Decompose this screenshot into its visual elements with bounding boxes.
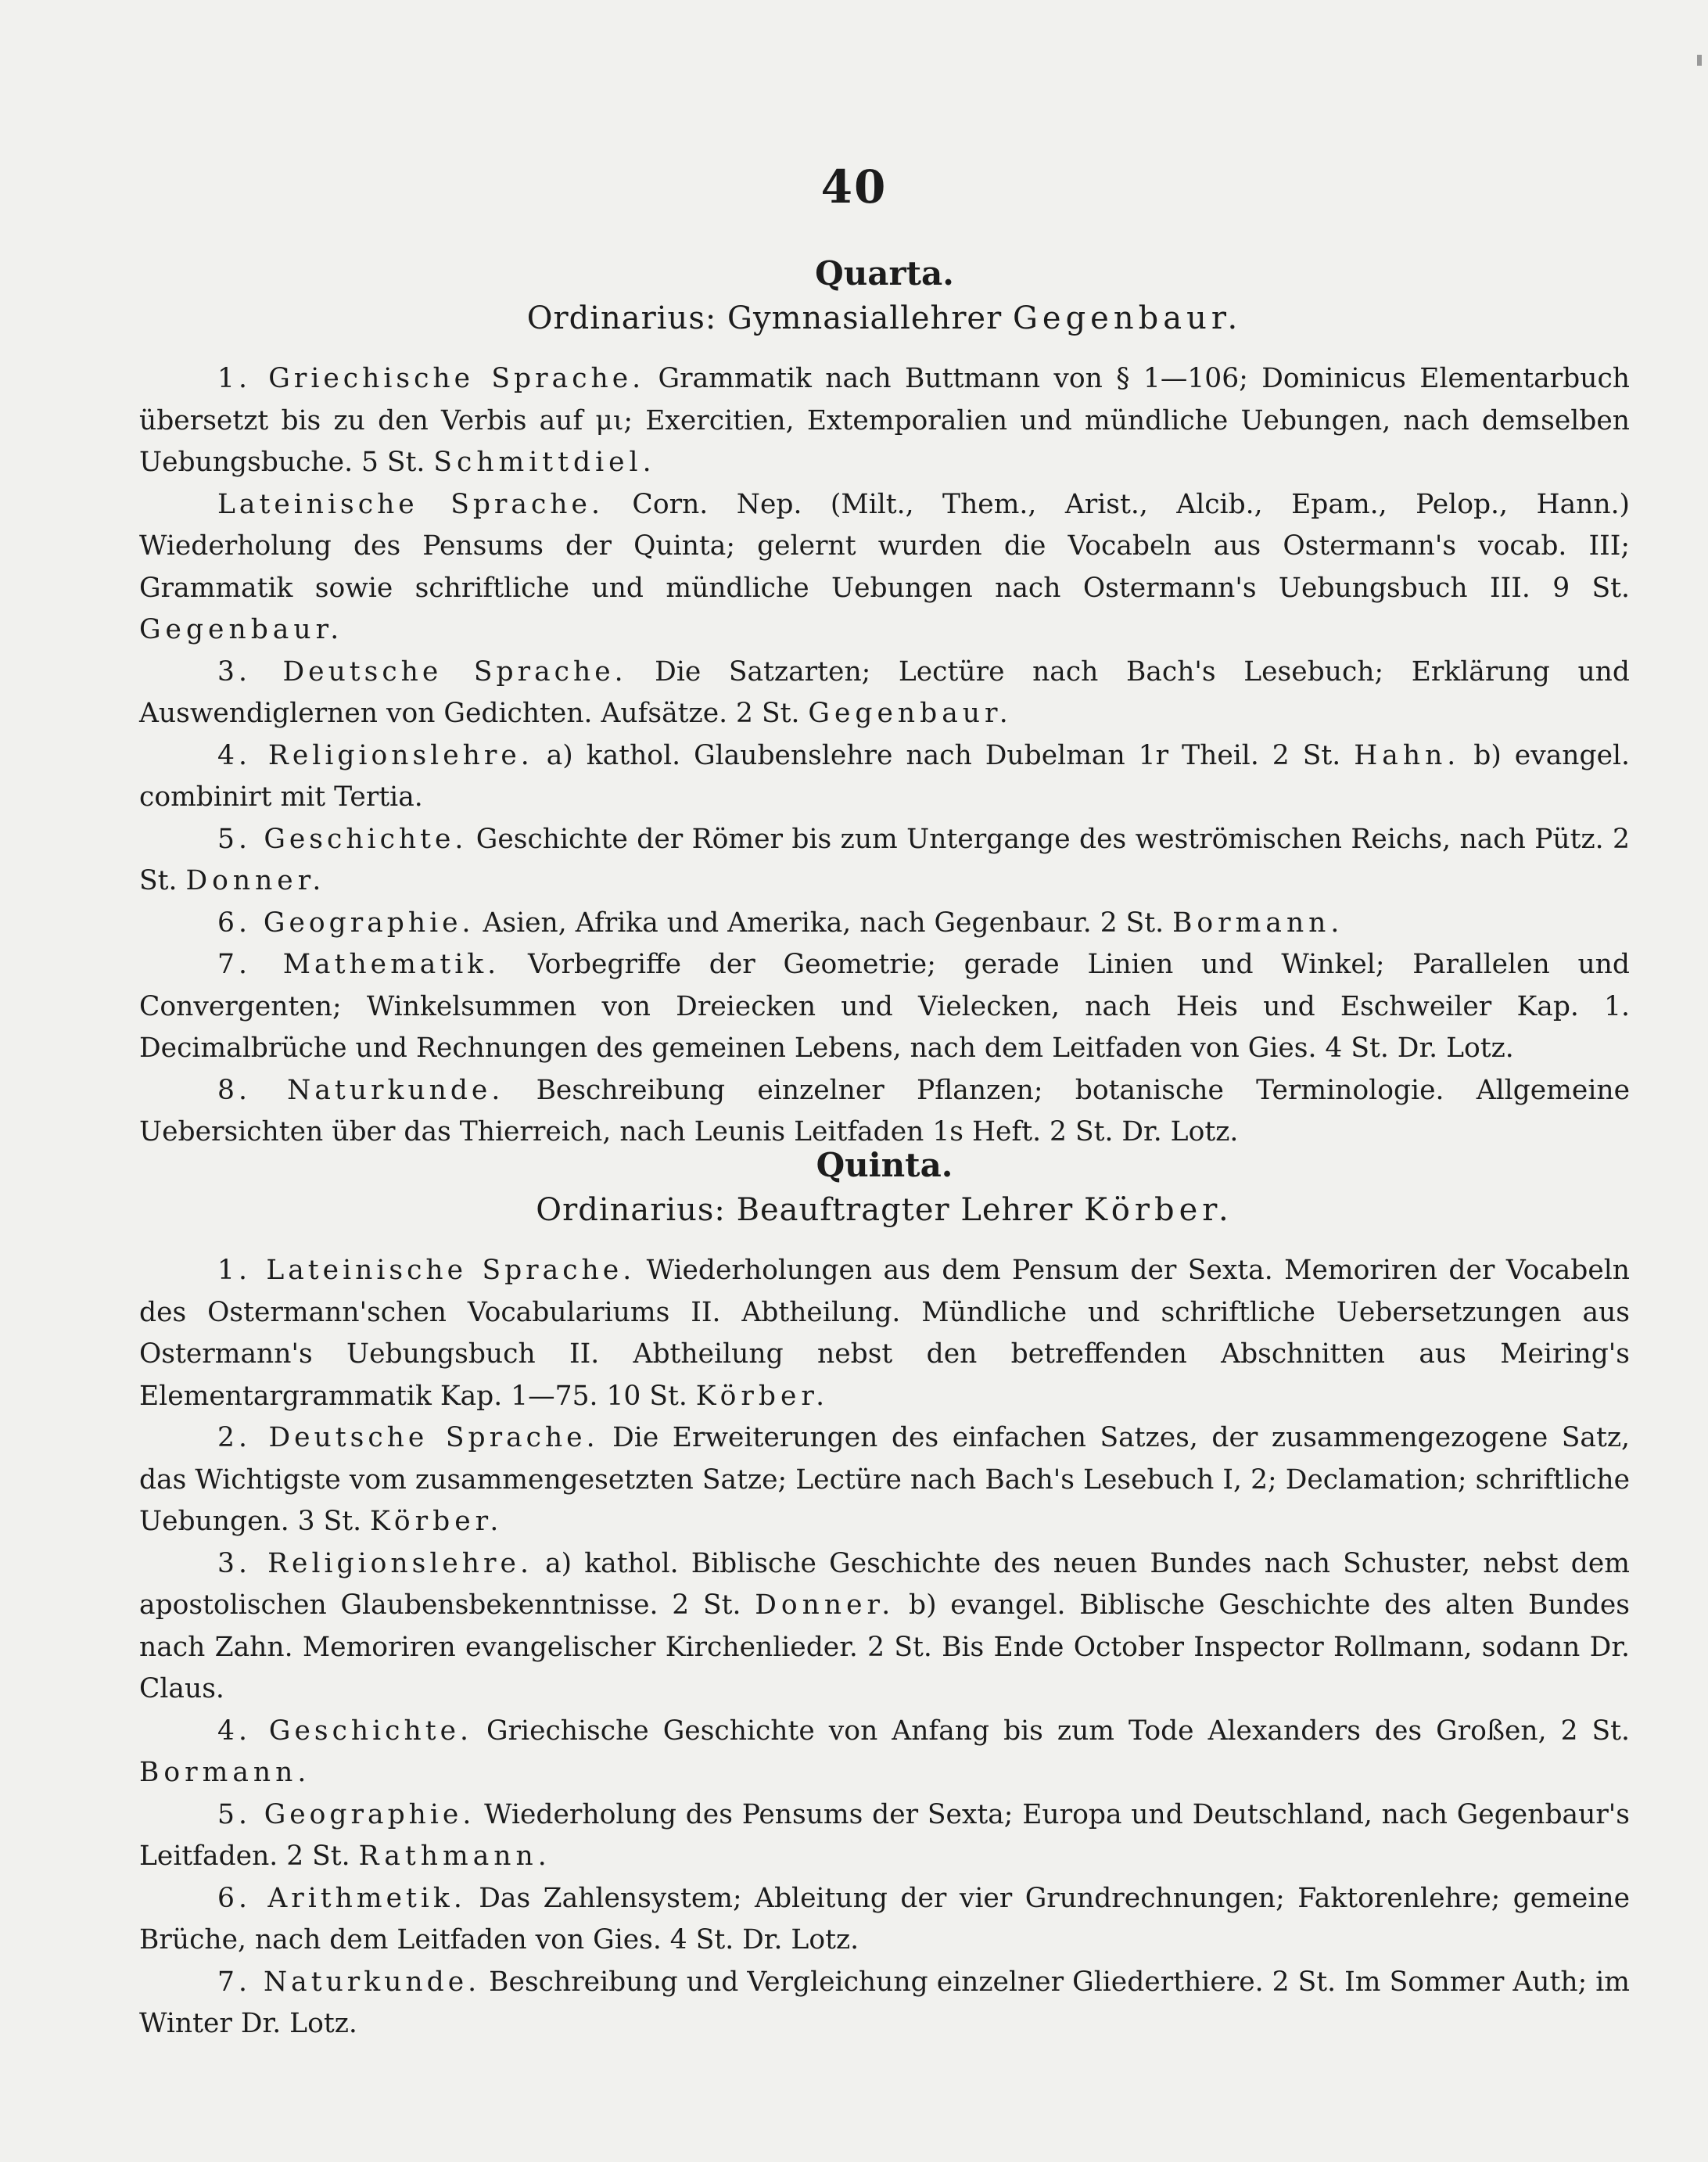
entry-teacher: Dr. Lotz. bbox=[240, 2008, 357, 2039]
entry-tail: b) evangel. combinirt mit Tertia. bbox=[139, 739, 1630, 813]
entry-subject: Lateinische Sprache. bbox=[217, 488, 604, 520]
entry-body: a) kathol. Glaubenslehre nach Dubelman 1r Theil. 2 St. bbox=[546, 739, 1341, 771]
entry-subject: 1. Griechische Sprache. bbox=[217, 363, 645, 394]
entry-teacher: Bormann. bbox=[1172, 907, 1344, 939]
entry-subject: 7. Mathematik. bbox=[217, 949, 501, 980]
entry-quinta-arithmetik bbox=[139, 1878, 1630, 1962]
entry-quinta-geographie bbox=[139, 1794, 1630, 1878]
entry-body: Vorbegriffe der Geometrie; gerade Linien und Winkel; Parallelen und Convergenten; Winkelsummen von Dreiecken und Vielecken, nach Heis und Eschweiler Kap. 1. Decimalbrüche und Rechnungen des gemeinen Lebens, nach dem Leitfaden von Gies. 4 St. bbox=[139, 949, 1630, 1064]
entry-subject: 3. Deutsche Sprache. bbox=[217, 655, 627, 688]
entry-body: Geschichte der Römer bis zum Untergange des weströmischen Reichs, nach Pütz. 2 St. bbox=[139, 823, 1630, 896]
entry-teacher: Rathmann. bbox=[358, 1841, 551, 1872]
entry-body: Die Satzarten; Lectüre nach Bach's Lesebuch; Erklärung und Auswendiglernen von Gedichten. Aufsätze. 2 St. bbox=[139, 655, 1630, 729]
entry-quarta-geschichte bbox=[139, 819, 1630, 903]
entry-quinta-geschichte bbox=[139, 1711, 1630, 1794]
entry-quarta-deutsch bbox=[139, 652, 1630, 735]
entry-quarta-geographie bbox=[139, 903, 1630, 945]
entry-body: a) kathol. Biblische Geschichte des neuen Bundes nach Schuster, nebst dem apostolischen Glaubensbekenntnisse. 2 St. bbox=[139, 1547, 1630, 1621]
section-quarta bbox=[139, 252, 1630, 1154]
entry-body: Grammatik nach Buttmann von § 1—106; Dominicus Elementarbuch übersetzt bis zu den Verbis auf μι; Exercitien, Extemporalien und mündliche Uebungen, nach demselben Uebungsbuche. 5 St. bbox=[139, 363, 1631, 478]
entry-teacher: Körber. bbox=[370, 1506, 504, 1537]
ordinarius-label: Ordinarius: Gymnasiallehrer bbox=[526, 300, 1003, 336]
entry-subject: 7. Naturkunde. bbox=[217, 1966, 481, 1998]
section-quinta bbox=[139, 1144, 1630, 2045]
page-edge-mark bbox=[1697, 55, 1702, 66]
entry-teacher: Hahn. bbox=[1354, 739, 1461, 771]
entry-quarta-griechisch bbox=[139, 358, 1630, 484]
entry-body: Das Zahlensystem; Ableitung der vier Grundrechnungen; Faktorenlehre; gemeine Brüche, nach dem Leitfaden von Gies. 4 St. bbox=[139, 1882, 1630, 1955]
ordinarius-quinta bbox=[139, 1187, 1630, 1233]
entry-teacher: Dr. Lotz. bbox=[1121, 1116, 1239, 1147]
entry-body: Beschreibung einzelner Pflanzen; botanische Terminologie. Allgemeine Uebersichten über das Thierreich, nach Leunis Leitfaden 1s Heft. 2 St. bbox=[139, 1074, 1631, 1147]
section-title-quinta: Quinta. bbox=[816, 1146, 953, 1184]
ordinarius-quarta bbox=[139, 296, 1630, 341]
entry-quinta-religion bbox=[139, 1543, 1630, 1711]
entry-subject: 1. Lateinische Sprache. bbox=[217, 1255, 636, 1286]
entry-teacher: Dr. Lotz. bbox=[742, 1924, 859, 1955]
entry-body: Wiederholungen aus dem Pensum der Sexta. Memoriren der Vocabeln des Ostermann'schen Vocabulariums II. Abtheilung. Mündliche und schriftliche Uebersetzungen aus Ostermann's Uebungsbuch II. Abtheilung nebst den betreffenden Abschnitten aus Meiring's Elementargrammatik Kap. 1—75. 10 St. bbox=[139, 1255, 1630, 1412]
entry-teacher: Schmittdiel. bbox=[433, 447, 656, 478]
entry-body: Wiederholung des Pensums der Sexta; Europa und Deutschland, nach Gegenbaur's Leitfaden. 2 St. bbox=[139, 1798, 1631, 1872]
entry-quarta-naturkunde bbox=[139, 1070, 1630, 1154]
page-number: 40 bbox=[820, 160, 888, 214]
entry-body: Griechische Geschichte von Anfang bis zum Tode Alexanders des Großen, 2 St. bbox=[486, 1715, 1631, 1747]
entry-quarta-religion bbox=[139, 735, 1630, 819]
entry-tail: b) evangel. Biblische Geschichte des alten Bundes nach Zahn. Memoriren evangelischer Kirchenlieder. 2 St. Bis Ende October Inspector Rollmann, sodann Dr. Claus. bbox=[139, 1589, 1630, 1704]
entry-quinta-naturkunde bbox=[139, 1962, 1630, 2045]
entry-subject: 2. Deutsche Sprache. bbox=[217, 1422, 599, 1453]
entry-subject: 4. Religionslehre. bbox=[217, 739, 533, 771]
ordinarius-label: Ordinarius: Beauftragter Lehrer bbox=[536, 1192, 1074, 1228]
entry-subject: 5. Geschichte. bbox=[217, 823, 468, 855]
entry-quarta-latein bbox=[139, 484, 1630, 652]
entry-subject: 6. Geographie. bbox=[217, 907, 475, 939]
entry-subject: 6. Arithmetik. bbox=[217, 1882, 466, 1914]
entry-subject: 5. Geographie. bbox=[217, 1798, 475, 1830]
entry-quinta-deutsch bbox=[139, 1417, 1630, 1543]
entry-subject: 8. Naturkunde. bbox=[217, 1074, 504, 1106]
entry-teacher: Donner. bbox=[185, 865, 326, 896]
entry-teacher: Gegenbaur. bbox=[139, 614, 344, 645]
ordinarius-name: Körber. bbox=[1083, 1192, 1233, 1228]
entry-quinta-latein bbox=[139, 1250, 1630, 1417]
entry-teacher: Dr. Lotz. bbox=[1397, 1033, 1514, 1064]
entry-body: Die Erweiterungen des einfachen Satzes, der zusammengezogene Satz, das Wichtigste vom zusammengesetzten Satze; Lectüre nach Bach's Lesebuch I, 2; Declamation; schriftliche Uebungen. 3 St. bbox=[139, 1422, 1631, 1537]
section-title-quarta: Quarta. bbox=[815, 254, 954, 293]
ordinarius-name: Gegenbaur. bbox=[1012, 300, 1243, 336]
entry-body: Asien, Afrika und Amerika, nach Gegenbaur. 2 St. bbox=[483, 907, 1164, 939]
entry-teacher: Gegenbaur. bbox=[808, 698, 1013, 729]
entry-subject: 3. Religionslehre. bbox=[217, 1547, 533, 1579]
entry-teacher: Bormann. bbox=[139, 1757, 311, 1788]
entry-teacher: Donner. bbox=[755, 1589, 895, 1621]
entry-subject: 4. Geschichte. bbox=[217, 1715, 472, 1747]
entry-teacher: Körber. bbox=[695, 1380, 830, 1412]
entry-quarta-mathematik bbox=[139, 944, 1630, 1070]
entry-body: Beschreibung und Vergleichung einzelner Gliederthiere. 2 St. Im Sommer Auth; im Winter bbox=[139, 1966, 1631, 2039]
entry-body: Corn. Nep. (Milt., Them., Arist., Alcib., Epam., Pelop., Hann.) Wiederholung des Pensums der Quinta; gelernt wurden die Vocabeln aus Ostermann's vocab. III; Grammatik sowie schriftliche und mündliche Uebungen nach Ostermann's Uebungsbuch III. 9 St. bbox=[139, 488, 1630, 604]
